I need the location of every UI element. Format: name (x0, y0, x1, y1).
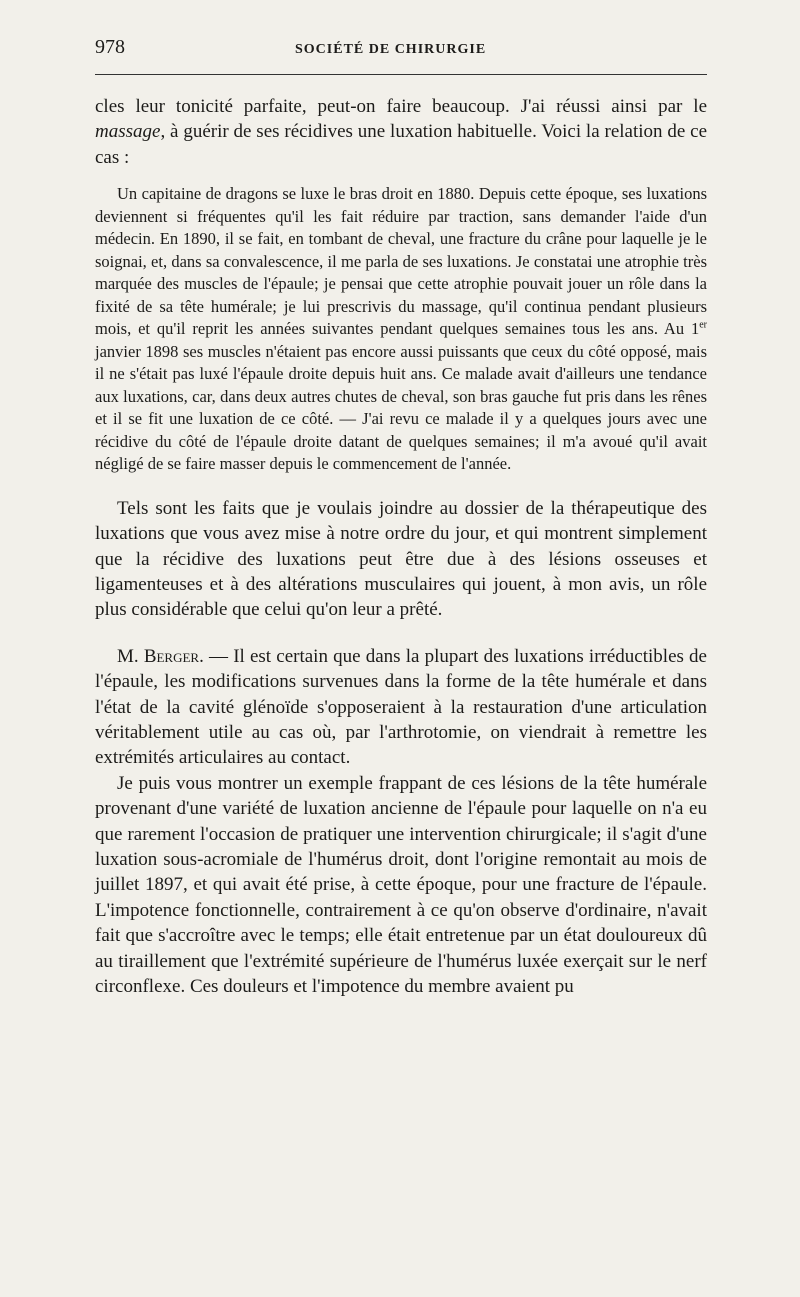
paragraph-1-emphasis: massage (95, 121, 161, 143)
case-report-paragraph (95, 183, 707, 476)
speaker-name: M. Berger (117, 645, 200, 667)
page (95, 36, 707, 999)
paragraph-1 (95, 94, 707, 170)
case-report-text-a: Un capitaine de dragons se luxe le bras droit en 1880. Depuis cette époque, ses luxations deviennent si fréquentes qu'il les fait réduire par traction, sans demander l'aide d'un médecin. En 1890, il se fait, en tombant de cheval, une fracture du crâne pour laquelle je le soignai, et, dans sa convalescence, il me parla de ses luxations. Je constatai une atrophie très marquée des muscles de l'épaule; je pensai que cette atrophie pouvait jouer un rôle dans la fixité de sa tête humérale; je lui prescrivis du massage, qu'il continua pendant plusieurs mois, et qu'il reprit les années suivantes pendant quelques semaines tous les ans. Au 1 (95, 184, 707, 339)
paragraph-1-text-a: cles leur tonicité parfaite, peut-on faire beaucoup. J'ai réussi ainsi par le (95, 96, 707, 117)
page-number: 978 (95, 36, 125, 58)
paragraph-1-text-b: , à guérir de ses récidives une luxation habituelle. Voici la relation de ce cas : (95, 121, 707, 168)
berger-paragraph (95, 644, 707, 771)
case-report-superscript: er (699, 319, 707, 331)
running-head: SOCIÉTÉ DE CHIRURGIE (295, 42, 487, 57)
berger-paragraph-text: . — Il est certain que dans la plupart des luxations irréductibles de l'épaule, les modifications survenues dans la forme de la tête humérale et dans l'état de la cavité glénoïde s'opposeraient à la restauration d'une articulation véritablement utile au cas où, par l'arthrotomie, on viendrait à remettre les extrémités articulaires au contact. (95, 645, 707, 769)
header-rule (95, 74, 707, 75)
paragraph-3: Tels sont les faits que je voulais joindre au dossier de la thérapeutique des luxations que vous avez mise à notre ordre du jour, et qui montrent simplement que la récidive des luxations peut être due à des lésions osseuses et ligamenteuses et à des altérations musculaires qui jouent, à mon avis, un rôle plus considérable que celui qu'on leur a prêté. (95, 497, 707, 621)
page-header (95, 36, 707, 62)
case-report-text-b: janvier 1898 ses muscles n'étaient pas encore aussi puissants que ceux du côté opposé, mais il ne s'était pas luxé l'épaule droite depuis huit ans. Ce malade avait d'ailleurs une tendance aux luxations, car, dans deux autres chutes de cheval, son bras gauche fut pris dans les rênes et il se fit une luxation de ce côté. — J'ai revu ce malade il y a quelques jours avec une récidive du côté de l'épaule droite datant de quelques semaines; il m'a avoué qu'il avait négligé de se faire masser depuis le commencement de l'année. (95, 341, 707, 474)
paragraph-5: Je puis vous montrer un exemple frappant de ces lésions de la tête humérale provenant d'une variété de luxation ancienne de l'épaule pour laquelle on n'a eu que rarement l'occasion de pratiquer une intervention chirurgicale; il s'agit d'une luxation sous-acromiale de l'humérus droit, dont l'origine remontait au mois de juillet 1897, et qui avait été prise, à cette époque, pour une fracture de l'épaule. L'impotence fonctionnelle, contrairement à ce qu'on observe d'ordinaire, n'avait fait que s'accroître avec le temps; elle était entretenue par un état douloureux dû au tiraillement que l'extrémité supérieure de l'humérus luxée exerçait sur le nerf circonflexe. Ces douleurs et l'impotence du membre avaient pu (95, 772, 707, 998)
